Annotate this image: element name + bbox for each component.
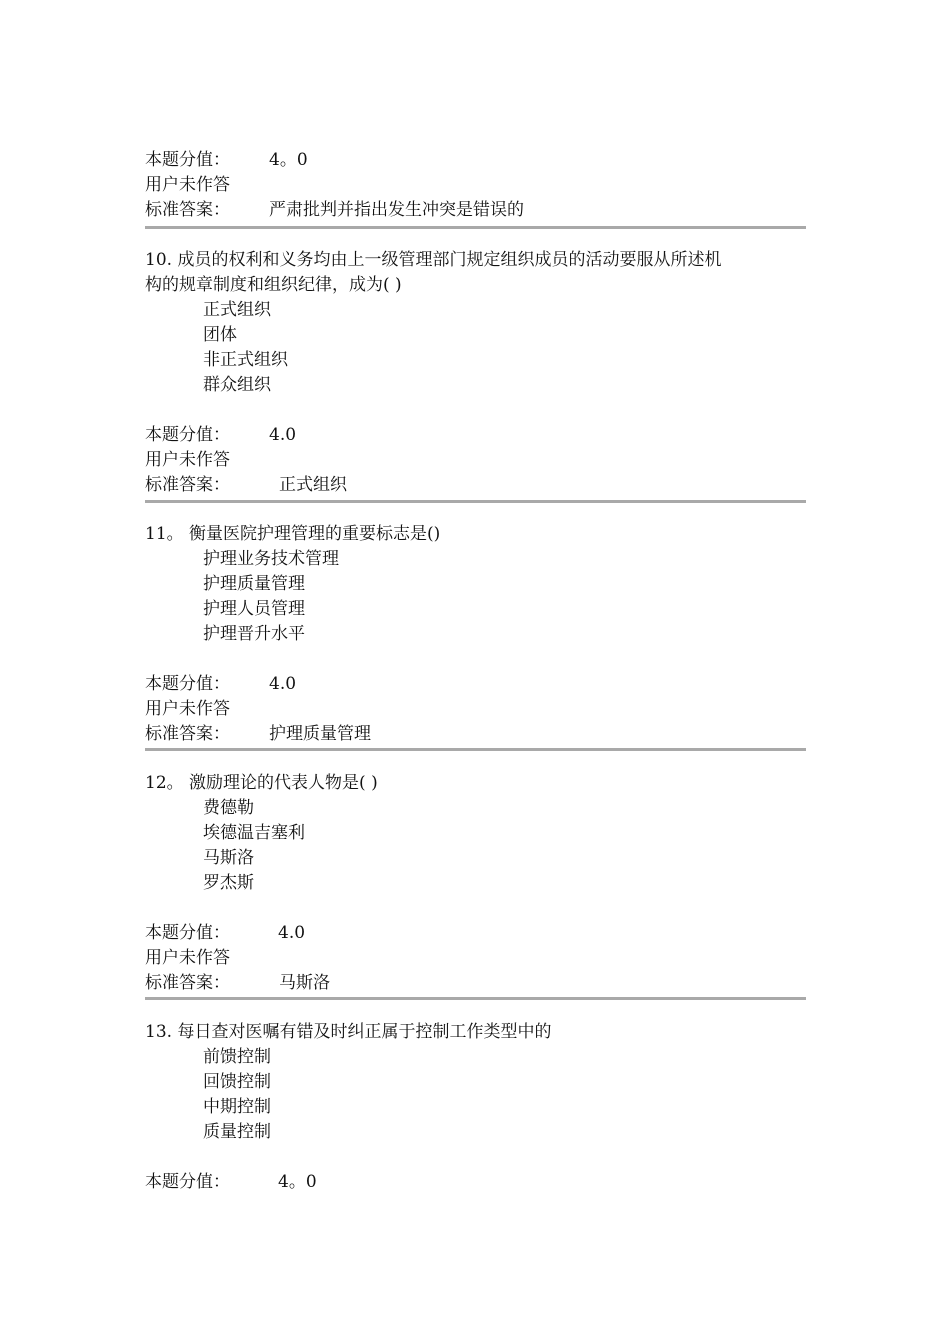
score-value: 4。0	[278, 1172, 317, 1192]
standard-answer-value: 马斯洛	[279, 973, 330, 993]
question-text: 11。 衡量医院护理管理的重要标志是()	[145, 524, 441, 544]
question-text: 10. 成员的权利和义务均由上一级管理部门规定组织成员的活动要服从所述机	[145, 250, 722, 270]
option-d: 质量控制	[203, 1122, 271, 1142]
standard-answer-value: 严肃批判并指出发生冲突是错误的	[269, 200, 524, 220]
score-label: 本题分值：	[145, 425, 230, 445]
option-d: 罗杰斯	[203, 873, 254, 893]
standard-answer-row	[145, 722, 371, 747]
score-label: 本题分值：	[145, 923, 230, 943]
option-d: 护理晋升水平	[203, 624, 305, 644]
option-c: 护理人员管理	[203, 599, 305, 619]
score-label: 本题分值：	[145, 674, 230, 694]
option-a: 前馈控制	[203, 1047, 271, 1067]
standard-answer-row	[145, 198, 524, 223]
score-row	[145, 1170, 317, 1195]
option-b: 团体	[203, 325, 237, 345]
standard-answer-value: 护理质量管理	[269, 724, 371, 744]
divider	[145, 226, 806, 229]
standard-answer-label: 标准答案：	[145, 724, 230, 744]
option-a: 护理业务技术管理	[203, 549, 339, 569]
option-a: 费德勒	[203, 798, 254, 818]
question-text: 12。 激励理论的代表人物是( )	[145, 773, 378, 793]
question-text-cont: 构的规章制度和组织纪律，成为( )	[145, 275, 402, 295]
answer-status: 用户未作答	[145, 175, 230, 195]
option-c: 中期控制	[203, 1097, 271, 1117]
divider	[145, 500, 806, 503]
question-text: 13. 每日查对医嘱有错及时纠正属于控制工作类型中的	[145, 1022, 552, 1042]
score-row	[145, 921, 306, 946]
standard-answer-label: 标准答案：	[145, 475, 230, 495]
score-row	[145, 148, 308, 173]
score-value: 4.0	[269, 425, 297, 445]
standard-answer-value: 正式组织	[279, 475, 347, 495]
answer-status: 用户未作答	[145, 450, 230, 470]
option-d: 群众组织	[203, 375, 271, 395]
score-label: 本题分值：	[145, 150, 230, 170]
standard-answer-row	[145, 971, 330, 996]
divider	[145, 748, 806, 751]
option-b: 埃德温吉塞利	[203, 823, 305, 843]
answer-status: 用户未作答	[145, 948, 230, 968]
score-value: 4.0	[269, 674, 297, 694]
option-c: 非正式组织	[203, 350, 288, 370]
option-b: 回馈控制	[203, 1072, 271, 1092]
standard-answer-row	[145, 473, 347, 498]
score-row	[145, 672, 297, 697]
score-value: 4.0	[278, 923, 306, 943]
option-c: 马斯洛	[203, 848, 254, 868]
standard-answer-label: 标准答案：	[145, 973, 230, 993]
divider	[145, 997, 806, 1000]
score-label: 本题分值：	[145, 1172, 230, 1192]
option-b: 护理质量管理	[203, 574, 305, 594]
score-row	[145, 423, 297, 448]
score-value: 4。0	[269, 150, 308, 170]
standard-answer-label: 标准答案：	[145, 200, 230, 220]
option-a: 正式组织	[203, 300, 271, 320]
answer-status: 用户未作答	[145, 699, 230, 719]
